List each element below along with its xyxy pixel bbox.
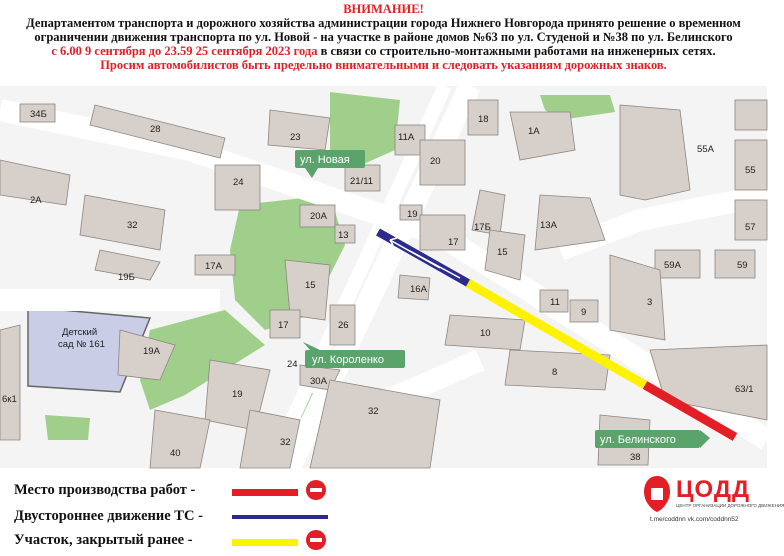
building-label: 32 <box>127 220 138 231</box>
notice-header <box>0 0 767 86</box>
codd-logo <box>640 470 784 525</box>
logo-wordmark: ЦОДД <box>676 476 751 503</box>
no-entry-icon <box>306 530 326 550</box>
building-label: 3 <box>647 297 653 308</box>
legend-work-site-label: Место производства работ - <box>14 482 196 498</box>
building-label: 10 <box>480 328 491 339</box>
building-label: 19 <box>232 389 243 400</box>
building-label: 17 <box>278 320 289 331</box>
building-label: 17 <box>448 237 459 248</box>
notice-line-1: Департаментом транспорта и дорожного хозяйства администрации города Нижнего Новгорода принято решение о временном <box>26 16 741 30</box>
building-label: 19Б <box>118 272 135 283</box>
street-label-novaya: ул. Новая <box>300 154 350 166</box>
building-label: 59 <box>737 260 748 271</box>
building-label: 6к1 <box>2 394 17 405</box>
building-label: 17Б <box>474 222 491 233</box>
building-label: 15 <box>497 247 508 258</box>
street-label-korolenko: ул. Короленко <box>312 354 384 366</box>
building-label: 30А <box>310 376 327 387</box>
building-label: 55А <box>697 144 714 155</box>
building-label: 24 <box>233 177 244 188</box>
building-label: 55 <box>745 165 756 176</box>
building-label: 2А <box>30 195 42 206</box>
building-label: 19 <box>407 209 418 220</box>
building-label: 20А <box>310 211 327 222</box>
building-label: 32 <box>280 437 291 448</box>
building-label: 19А <box>143 346 160 357</box>
notice-reason: в связи со строительно-монтажными работами на инженерных сетях. <box>317 44 716 58</box>
legend-two-way-arrow <box>232 515 328 519</box>
kindergarten-label: Детский <box>62 327 98 338</box>
street-map <box>0 86 767 468</box>
building-label: 34Б <box>30 109 47 120</box>
building-label: 8 <box>552 367 558 378</box>
logo-subtitle: ЦЕНТР ОРГАНИЗАЦИИ ДОРОЖНОГО ДВИЖЕНИЯ <box>676 503 784 508</box>
notice-dates: с 6.00 9 сентября до 23.59 25 сентября 2023 года <box>51 44 318 58</box>
building-label: 28 <box>150 124 161 135</box>
building-label: 11 <box>550 297 560 308</box>
logo-links: t.me/coddnn vk.com/coddnn52 <box>650 516 739 523</box>
street-tag-belinskogo <box>595 430 710 448</box>
notice-heading: ВНИМАНИЕ! <box>343 2 424 16</box>
building-label: 20 <box>430 156 441 167</box>
notice-line-2: ограничении движения транспорта по ул. Новой - на участке в районе домов №63 по ул. Студеной и №38 по ул. Белинского <box>34 30 733 44</box>
legend-two-way-label: Двустороннее движение ТС - <box>14 508 203 524</box>
no-entry-icon <box>306 480 326 500</box>
codd-emblem-icon <box>642 474 672 514</box>
building-label: 57 <box>745 222 756 233</box>
kindergarten-label: сад № 161 <box>58 339 105 350</box>
building-label: 21/11 <box>350 176 374 187</box>
building-label: 15 <box>305 280 316 291</box>
building-label: 59А <box>664 260 681 271</box>
building-label: 16А <box>410 284 427 295</box>
building-label: 9 <box>581 307 587 318</box>
building-label: 40 <box>170 448 181 459</box>
building-label: 26 <box>338 320 349 331</box>
building-label: 63/1 <box>735 384 754 395</box>
building-label: 18 <box>478 114 489 125</box>
building-label: 38 <box>630 452 641 463</box>
notice-line-4: Просим автомобилистов быть предельно внимательными и следовать указаниям дорожных знаков. <box>100 58 667 72</box>
building-label: 32 <box>368 406 379 417</box>
building-label: 17А <box>205 261 222 272</box>
building-label: 23 <box>290 132 301 143</box>
building-label: 11А <box>398 132 415 143</box>
legend-closed-label: Участок, закрытый ранее - <box>14 532 193 548</box>
legend-work-site-line <box>232 489 298 496</box>
building-label: 24 <box>287 359 298 370</box>
building-label: 13 <box>338 230 349 241</box>
street-label-belinskogo: ул. Белинского <box>600 434 676 446</box>
legend-closed-line <box>232 539 298 546</box>
building-label: 1А <box>528 126 540 137</box>
building-label: 13А <box>540 220 557 231</box>
